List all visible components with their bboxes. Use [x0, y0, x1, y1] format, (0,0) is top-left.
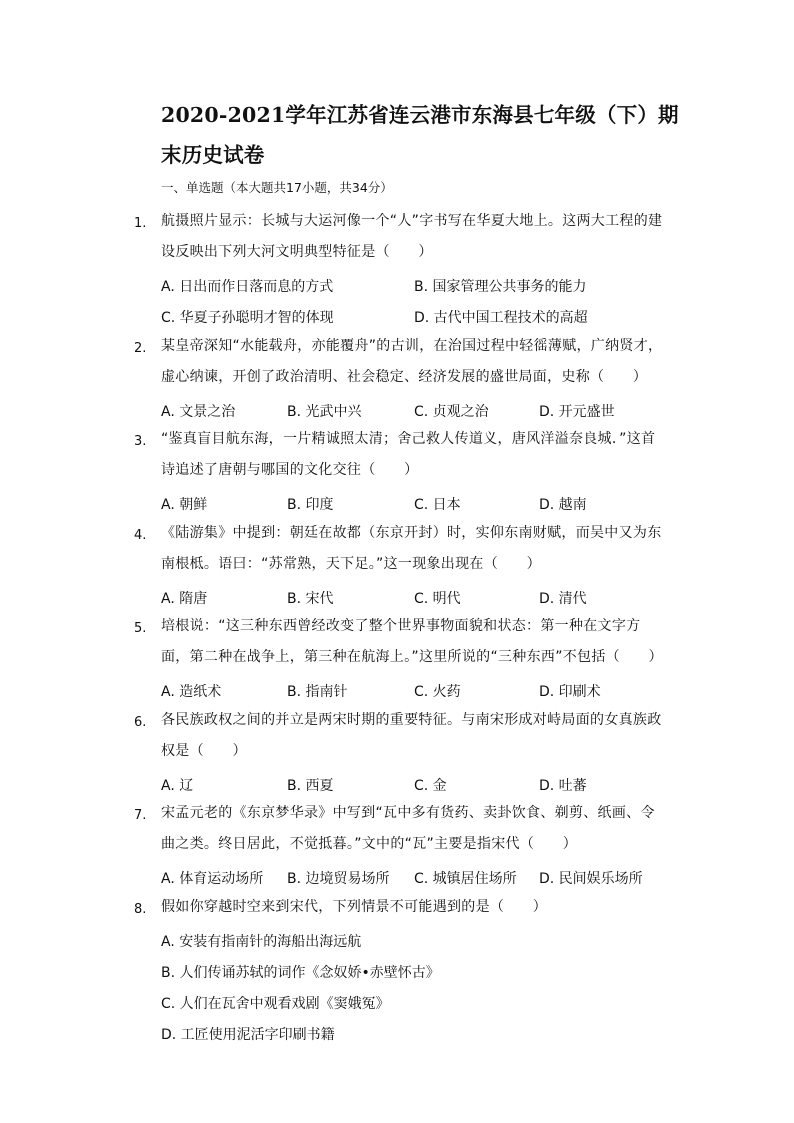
question-number: 8. [134, 902, 147, 917]
option-b: B. 国家管理公共事务的能力 [414, 279, 587, 295]
question-number: 3. [134, 434, 147, 449]
option-b: B. 西夏 [287, 778, 334, 794]
option-d: D. 清代 [539, 591, 587, 607]
option-c: C. 贞观之治 [414, 404, 489, 420]
option-d: D. 古代中国工程技术的高超 [414, 310, 588, 326]
option-d: D. 越南 [539, 497, 587, 513]
option-b: B. 宋代 [287, 591, 334, 607]
option-c: C. 火药 [414, 684, 461, 700]
question-stem: 宋孟元老的《东京梦华录》中写到“瓦中多有货药、卖卦饮食、剃剪、纸画、令曲之类。终日居此，不觉抵暮。”文中的“瓦”主要是指宋代（ ） [161, 805, 655, 852]
option-c: C. 日本 [414, 497, 461, 513]
section-heading: 一、单选题（本大题共17小题，共34分） [161, 180, 393, 195]
question-stem: 各民族政权之间的并立是两宋时期的重要特征。与南宋形成对峙局面的女真族政权是（ ） [161, 712, 662, 759]
question-number: 5. [134, 621, 147, 636]
option-a: A. 朝鲜 [161, 497, 208, 513]
option-b: B. 指南针 [287, 684, 348, 700]
question-number: 1. [134, 216, 147, 231]
option-a: A. 体育运动场所 [161, 871, 264, 887]
option-c: C. 明代 [414, 591, 461, 607]
exam-title: 2020-2021学年江苏省连云港市东海县七年级（下）期末历史试卷 [161, 103, 679, 167]
option-b: B. 边境贸易场所 [287, 871, 390, 887]
option-c: C. 华夏子孙聪明才智的体现 [161, 310, 334, 326]
option-a: A. 安装有指南针的海船出海远航 [161, 934, 362, 950]
option-d: D. 吐蕃 [539, 778, 587, 794]
option-d: D. 工匠使用泥活字印刷书籍 [161, 1027, 335, 1043]
option-b: B. 光武中兴 [287, 404, 362, 420]
option-b: B. 人们传诵苏轼的词作《念奴娇•赤壁怀古》 [161, 965, 440, 981]
option-d: D. 民间娱乐场所 [539, 871, 643, 887]
question-stem: 假如你穿越时空来到宋代，下列情景不可能遇到的是（ ） [161, 899, 548, 915]
option-a: A. 隋唐 [161, 591, 208, 607]
question-number: 4. [134, 528, 147, 543]
question-stem: “鉴真盲目航东海，一片精诚照太清；舍己救人传道义，唐风洋溢奈良城．”这首诗追述了唐朝与哪国的文化交往（ ） [161, 431, 656, 478]
question-number: 2. [134, 341, 147, 356]
option-a: A. 日出而作日落而息的方式 [161, 279, 334, 295]
question-stem: 培根说：“这三种东西曾经改变了整个世界事物面貌和状态：第一种在文字方面，第二种在战争上，第三种在航海上。”这里所说的“三种东西”不包括（ ） [161, 618, 663, 665]
question-number: 6. [134, 715, 147, 730]
option-a: A. 辽 [161, 778, 194, 794]
question-number: 7. [134, 808, 147, 823]
option-b: B. 印度 [287, 497, 334, 513]
option-c: C. 城镇居住场所 [414, 871, 517, 887]
option-a: A. 文景之治 [161, 404, 236, 420]
question-stem: 航摄照片显示：长城与大运河像一个“人”字书写在华夏大地上。这两大工程的建设反映出下列大河文明典型特征是（ ） [161, 213, 663, 260]
option-c: C. 人们在瓦舍中观看戏剧《窦娥冤》 [161, 996, 390, 1012]
question-stem: 某皇帝深知“水能载舟，亦能覆舟”的古训，在治国过程中轻徭薄赋，广纳贤才，虚心纳谏，开创了政治清明、社会稳定、经济发展的盛世局面，史称（ ） [161, 338, 663, 385]
option-d: D. 开元盛世 [539, 404, 615, 420]
option-d: D. 印刷术 [539, 684, 601, 700]
option-c: C. 金 [414, 778, 447, 794]
question-stem: 《陆游集》中提到：朝廷在故都（东京开封）时，实仰东南财赋，而吴中又为东南根柢。语曰：“苏常熟，天下足。”这一现象出现在（ ） [161, 525, 662, 572]
option-a: A. 造纸术 [161, 684, 222, 700]
